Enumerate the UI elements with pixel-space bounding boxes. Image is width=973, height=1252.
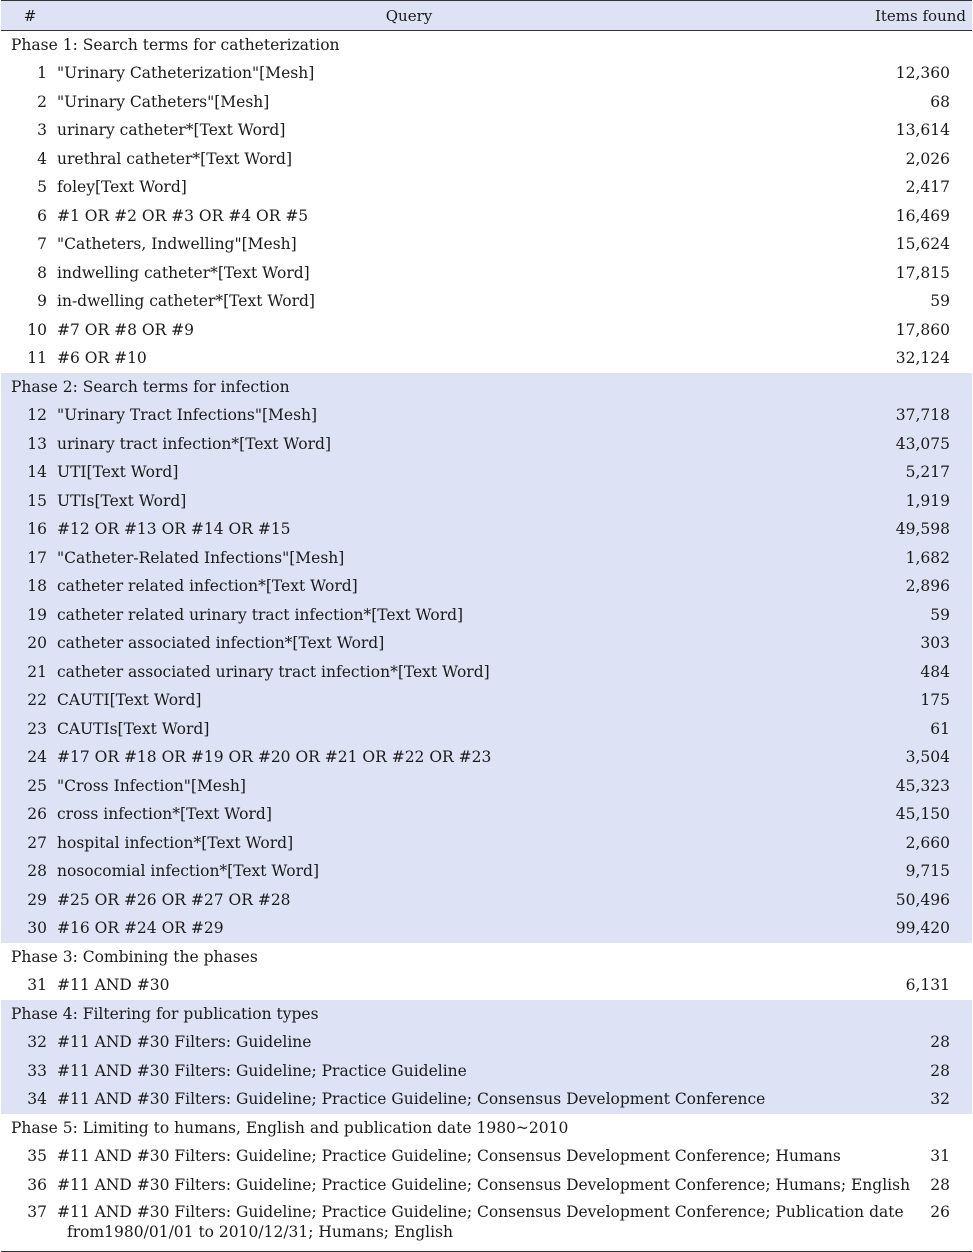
row-number: 21 <box>27 662 47 681</box>
row-items-found: 303 <box>920 634 950 653</box>
row-number: 24 <box>27 748 47 767</box>
row-number: 15 <box>27 491 47 510</box>
row-number: 19 <box>27 605 47 624</box>
table-row <box>1 914 972 943</box>
row-query: #7 OR #8 OR #9 <box>57 320 195 339</box>
row-items-found: 17,815 <box>895 263 950 282</box>
row-query: #25 OR #26 OR #27 OR #28 <box>57 890 291 909</box>
row-number: 5 <box>37 178 47 197</box>
row-items-found: 3,504 <box>905 748 950 767</box>
row-number: 10 <box>27 320 47 339</box>
row-items-found: 99,420 <box>895 919 950 938</box>
table-row <box>1 344 972 373</box>
row-query: "Cross Infection"[Mesh] <box>57 776 246 795</box>
row-items-found: 45,150 <box>895 805 950 824</box>
table-row <box>1 259 972 288</box>
table-row <box>1 59 972 88</box>
row-items-found: 49,598 <box>895 520 950 539</box>
row-number: 28 <box>27 862 47 881</box>
phase-title: Phase 4: Filtering for publication types <box>11 1004 319 1023</box>
table-row <box>1 857 972 886</box>
row-query: UTIs[Text Word] <box>57 491 187 510</box>
row-number: 1 <box>37 64 47 83</box>
row-number: 8 <box>37 263 47 282</box>
row-query: cross infection*[Text Word] <box>57 805 272 824</box>
phase-title: Phase 2: Search terms for infection <box>11 377 290 396</box>
row-items-found: 5,217 <box>905 463 950 482</box>
row-query: #11 AND #30 <box>57 976 170 995</box>
row-number: 14 <box>27 463 47 482</box>
row-number: 3 <box>37 121 47 140</box>
row-query: indwelling catheter*[Text Word] <box>57 263 310 282</box>
row-query: #1 OR #2 OR #3 OR #4 OR #5 <box>57 206 309 225</box>
row-number: 11 <box>27 349 47 368</box>
table-row <box>1 116 972 145</box>
row-query <box>49 1199 904 1251</box>
row-number: 16 <box>27 520 47 539</box>
table-row <box>1 686 972 715</box>
row-query: #11 AND #30 Filters: Guideline; Practice Guideline; Consensus Development Conference; Humans; English <box>57 1175 911 1194</box>
row-items-found: 15,624 <box>895 235 950 254</box>
row-items-found: 32,124 <box>895 349 950 368</box>
row-items-found: 2,896 <box>905 577 950 596</box>
phase-header-row <box>1 31 972 60</box>
table-row <box>1 1171 972 1200</box>
row-query: #12 OR #13 OR #14 OR #15 <box>57 520 291 539</box>
table-row <box>1 800 972 829</box>
row-number: 33 <box>27 1061 47 1080</box>
row-query: nosocomial infection*[Text Word] <box>57 862 320 881</box>
row-number: 20 <box>27 634 47 653</box>
table-row <box>1 316 972 345</box>
table-row <box>1 1057 972 1086</box>
row-query: foley[Text Word] <box>57 178 187 197</box>
column-header-items-found: Items found <box>869 1 972 31</box>
table-row <box>1 1142 972 1171</box>
row-query: #6 OR #10 <box>57 349 147 368</box>
row-number: 6 <box>37 206 47 225</box>
row-items-found: 2,417 <box>905 178 950 197</box>
row-query: "Urinary Catheters"[Mesh] <box>57 92 270 111</box>
row-query-continuation: from1980/01/01 to 2010/12/31; Humans; English <box>67 1223 454 1241</box>
row-items-found: 2,660 <box>905 833 950 852</box>
row-items-found: 37,718 <box>895 406 950 425</box>
row-number: 12 <box>27 406 47 425</box>
row-query: #11 AND #30 Filters: Guideline; Practice Guideline <box>57 1061 467 1080</box>
row-query: "Urinary Tract Infections"[Mesh] <box>57 406 318 425</box>
table-row <box>1 1028 972 1057</box>
phase-header-row <box>1 943 972 972</box>
row-query: hospital infection*[Text Word] <box>57 833 294 852</box>
row-number: 37 <box>1 1199 49 1251</box>
row-number: 27 <box>27 833 47 852</box>
row-number: 32 <box>27 1033 47 1052</box>
row-number: 13 <box>27 434 47 453</box>
row-number: 35 <box>27 1147 47 1166</box>
row-query: urethral catheter*[Text Word] <box>57 149 293 168</box>
phase-header-row <box>1 1000 972 1029</box>
table-row <box>1 715 972 744</box>
row-number: 4 <box>37 149 47 168</box>
row-query: #17 OR #18 OR #19 OR #20 OR #21 OR #22 OR #23 <box>57 748 492 767</box>
table-row <box>1 772 972 801</box>
row-number: 22 <box>27 691 47 710</box>
table-row <box>1 230 972 259</box>
row-query: #11 AND #30 Filters: Guideline <box>57 1033 312 1052</box>
row-number: 34 <box>27 1090 47 1109</box>
row-items-found: 45,323 <box>895 776 950 795</box>
row-items-found: 484 <box>920 662 950 681</box>
row-number: 2 <box>37 92 47 111</box>
table-row <box>1 829 972 858</box>
row-items-found: 9,715 <box>905 862 950 881</box>
table-row <box>1 430 972 459</box>
row-items-found: 17,860 <box>895 320 950 339</box>
row-number: 7 <box>37 235 47 254</box>
row-items-found: 28 <box>930 1033 950 1052</box>
table-row <box>1 401 972 430</box>
phase-title: Phase 3: Combining the phases <box>11 947 258 966</box>
row-query: "Catheter-Related Infections"[Mesh] <box>57 548 345 567</box>
row-query: catheter related infection*[Text Word] <box>57 577 358 596</box>
row-query: catheter associated urinary tract infection*[Text Word] <box>57 662 490 681</box>
row-query: urinary tract infection*[Text Word] <box>57 434 332 453</box>
phase-title: Phase 5: Limiting to humans, English and publication date 1980~2010 <box>11 1118 569 1137</box>
table-row <box>1 629 972 658</box>
row-number: 29 <box>27 890 47 909</box>
row-items-found: 175 <box>920 691 950 710</box>
table-row <box>1 487 972 516</box>
row-query: urinary catheter*[Text Word] <box>57 121 286 140</box>
table-row <box>1 173 972 202</box>
row-number: 36 <box>27 1175 47 1194</box>
row-query: in-dwelling catheter*[Text Word] <box>57 292 315 311</box>
row-number: 18 <box>27 577 47 596</box>
row-number: 17 <box>27 548 47 567</box>
row-query: "Urinary Catheterization"[Mesh] <box>57 64 315 83</box>
row-query: catheter associated infection*[Text Word] <box>57 634 385 653</box>
table-header-row <box>1 1 972 31</box>
row-items-found: 1,682 <box>905 548 950 567</box>
row-query: UTI[Text Word] <box>57 463 179 482</box>
table-row <box>1 202 972 231</box>
row-items-found: 61 <box>930 719 950 738</box>
row-items-found: 13,614 <box>895 121 950 140</box>
table-row <box>1 515 972 544</box>
row-items-found: 32 <box>930 1090 950 1109</box>
table-row <box>1 1085 972 1114</box>
row-items-found: 6,131 <box>905 976 950 995</box>
row-query: #11 AND #30 Filters: Guideline; Practice Guideline; Consensus Development Conference; Humans <box>57 1147 841 1166</box>
row-items-found: 59 <box>930 605 950 624</box>
table-row <box>1 601 972 630</box>
row-items-found: 28 <box>930 1175 950 1194</box>
row-query: CAUTIs[Text Word] <box>57 719 210 738</box>
phase-title: Phase 1: Search terms for catheterization <box>11 36 340 54</box>
table-row <box>1 886 972 915</box>
row-query: catheter related urinary tract infection*[Text Word] <box>57 605 464 624</box>
table-row <box>1 458 972 487</box>
row-number: 30 <box>27 919 47 938</box>
row-items-found: 28 <box>930 1061 950 1080</box>
row-query: #16 OR #24 OR #29 <box>57 919 224 938</box>
row-query: "Catheters, Indwelling"[Mesh] <box>57 235 297 254</box>
row-number: 26 <box>27 805 47 824</box>
table-row <box>1 145 972 174</box>
table-row <box>1 658 972 687</box>
table-row <box>1 971 972 1000</box>
row-items-found: 2,026 <box>905 149 950 168</box>
row-items-found: 68 <box>930 92 950 111</box>
table-row <box>1 88 972 117</box>
row-items-found: 16,469 <box>895 206 950 225</box>
row-number: 25 <box>27 776 47 795</box>
phase-header-row <box>1 373 972 402</box>
table-body <box>1 31 972 1252</box>
row-query: #11 AND #30 Filters: Guideline; Practice Guideline; Consensus Development Conference <box>57 1090 766 1109</box>
search-strategy-table <box>1 0 972 1252</box>
row-number: 23 <box>27 719 47 738</box>
row-query-line: #11 AND #30 Filters: Guideline; Practice Guideline; Consensus Development Conference; Publication date <box>57 1203 904 1221</box>
table-row <box>1 572 972 601</box>
column-header-number: # <box>1 1 49 31</box>
row-items-found: 26 <box>869 1199 972 1251</box>
row-items-found: 43,075 <box>895 434 950 453</box>
row-items-found: 31 <box>930 1147 950 1166</box>
table-row <box>1 544 972 573</box>
phase-header-row <box>1 1114 972 1143</box>
row-items-found: 12,360 <box>895 64 950 83</box>
row-items-found: 59 <box>930 292 950 311</box>
row-items-found: 50,496 <box>895 890 950 909</box>
row-items-found: 1,919 <box>905 491 950 510</box>
row-number: 9 <box>37 292 47 311</box>
table-row <box>1 743 972 772</box>
row-query: CAUTI[Text Word] <box>57 691 202 710</box>
row-number: 31 <box>27 976 47 995</box>
column-header-query: Query <box>49 1 869 31</box>
table-row <box>1 1199 972 1251</box>
table-row <box>1 287 972 316</box>
